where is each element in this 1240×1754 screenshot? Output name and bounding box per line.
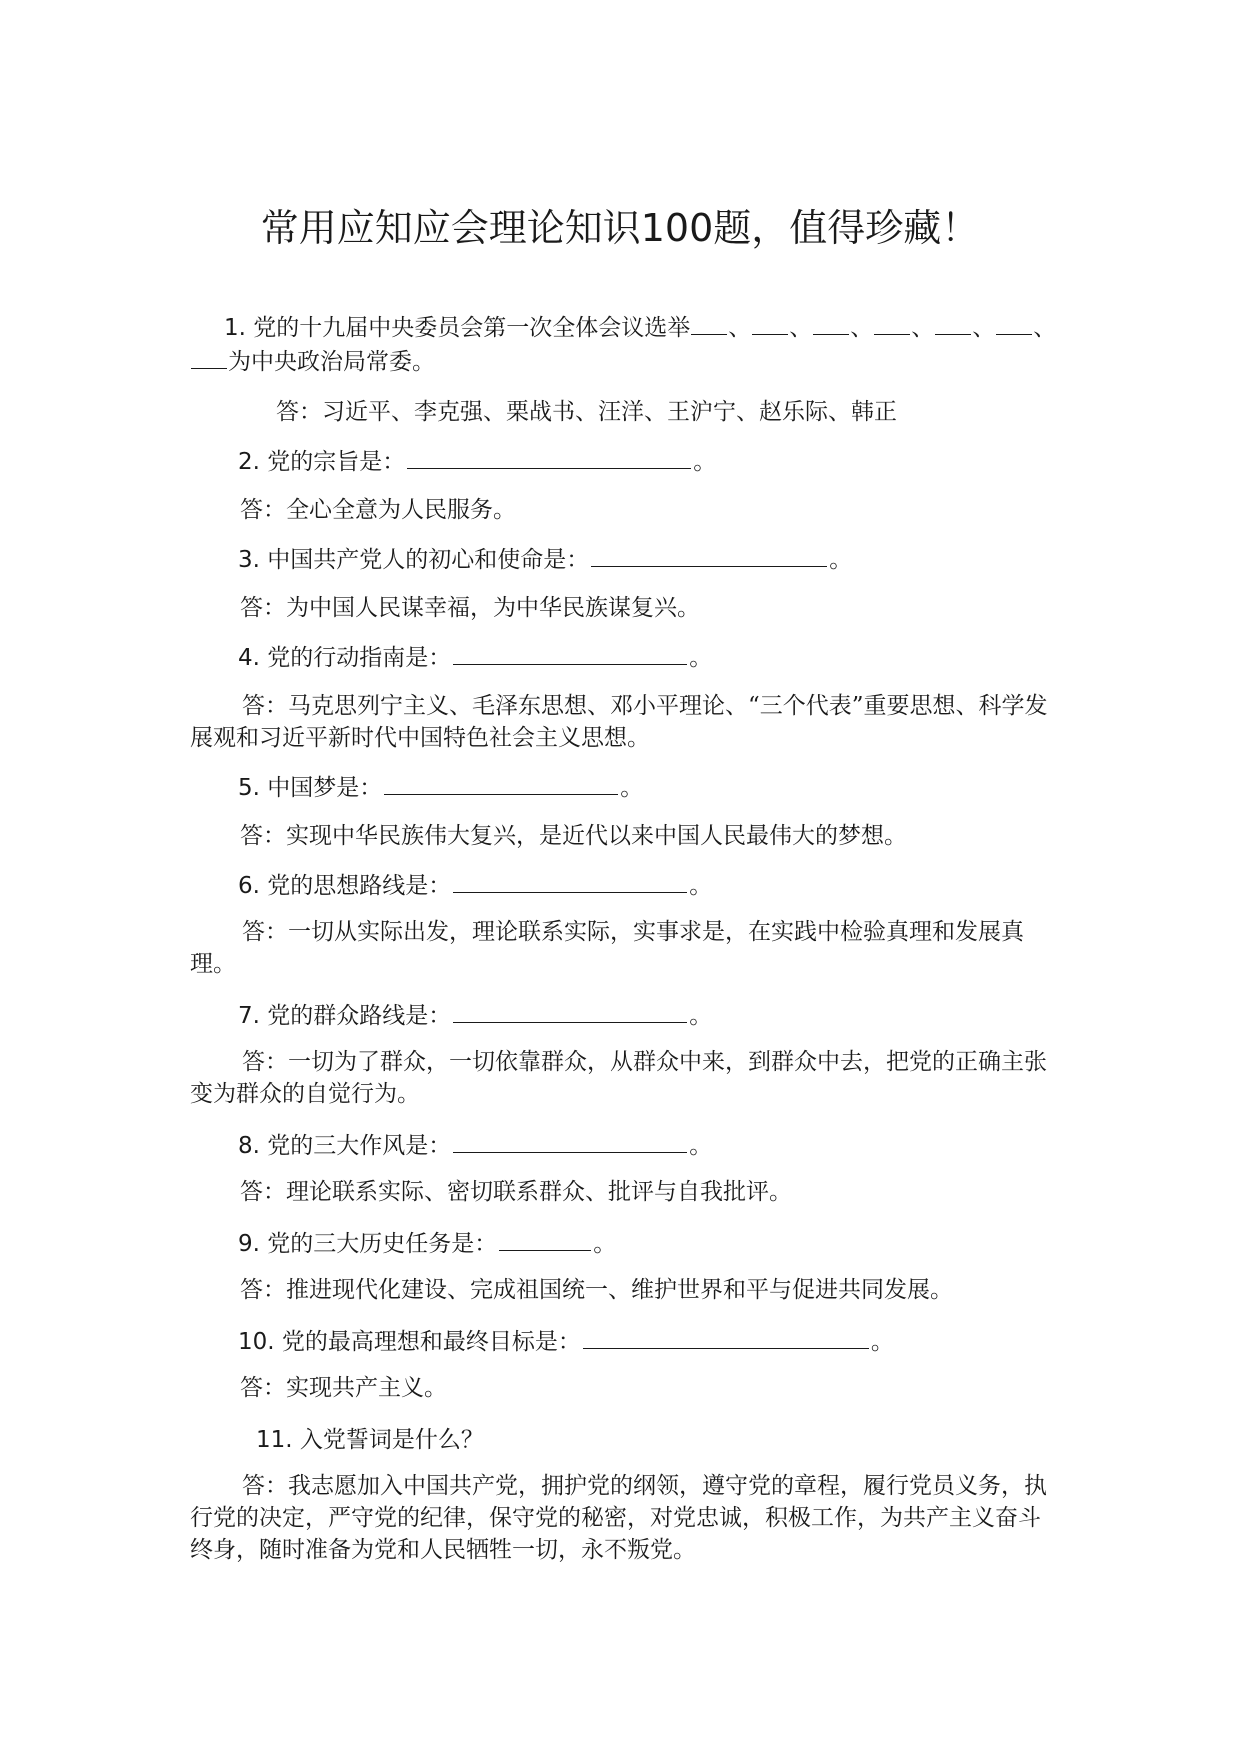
question-9-text: 9. 党的三大历史任务是： [238, 1231, 498, 1257]
question-2: 2. 党的宗旨是： 。 [238, 446, 716, 478]
question-7: 7. 党的群众路线是： 。 [238, 1000, 712, 1032]
question-3: 3. 中国共产党人的初心和使命是： 。 [238, 544, 852, 576]
answer-5: 答：实现中华民族伟大复兴，是近代以来中国人民最伟大的梦想。 [240, 823, 907, 849]
question-4-text: 4. 党的行动指南是： [238, 645, 452, 671]
question-6-text: 6. 党的思想路线是： [238, 873, 452, 899]
fill-blank [191, 346, 227, 369]
answer-4: 答：马克思列宁主义、毛泽东思想、邓小平理论、“三个代表”重要思想、科学发展观和习近平新时代中国特色社会主义思想。 [190, 693, 1048, 751]
fill-blank [591, 544, 827, 567]
answer-10: 答：实现共产主义。 [240, 1375, 447, 1401]
question-10: 10. 党的最高理想和最终目标是： 。 [238, 1326, 894, 1358]
question-7-text: 7. 党的群众路线是： [238, 1003, 452, 1029]
question-3-text: 3. 中国共产党人的初心和使命是： [238, 547, 590, 573]
fill-blank [453, 1000, 687, 1023]
question-11: 11. 入党誓词是什么？ [256, 1427, 484, 1453]
answer-11: 答：我志愿加入中国共产党，拥护党的纲领，遵守党的章程，履行党员义务，执行党的决定，严守党的纪律，保守党的秘密，对党忠诚，积极工作，为共产主义奋斗终身，随时准备为党和人民牺牲一切，永不叛党。 [190, 1473, 1047, 1563]
question-10-text: 10. 党的最高理想和最终目标是： [238, 1329, 581, 1355]
fill-blank [996, 312, 1032, 335]
question-1-line-2 [190, 346, 435, 378]
answer-3: 答：为中国人民谋幸福，为中华民族谋复兴。 [240, 595, 700, 621]
document-title: 常用应知应会理论知识100题，值得珍藏！ [260, 206, 980, 250]
fill-blank [691, 312, 727, 335]
question-5-text: 5. 中国梦是： [238, 775, 383, 801]
question-4: 4. 党的行动指南是： 。 [238, 642, 712, 674]
answer-6: 答：一切从实际出发，理论联系实际，实事求是，在实践中检验真理和发展真理。 [190, 919, 1024, 977]
fill-blank [874, 312, 910, 335]
fill-blank [453, 870, 687, 893]
question-1: 1. 党的十九届中央委员会第一次全体会议选举 、 、 、 、 、 、 [224, 312, 1056, 344]
fill-blank [935, 312, 971, 335]
fill-blank [407, 446, 691, 469]
fill-blank [384, 772, 618, 795]
question-6: 6. 党的思想路线是： 。 [238, 870, 712, 902]
fill-blank [453, 1130, 687, 1153]
fill-blank [499, 1228, 591, 1251]
fill-blank [583, 1326, 869, 1349]
question-1-suffix: 为中央政治局常委。 [228, 349, 435, 375]
question-8: 8. 党的三大作风是： 。 [238, 1130, 712, 1162]
question-1-text: 1. 党的十九届中央委员会第一次全体会议选举 [224, 315, 691, 341]
fill-blank [813, 312, 849, 335]
fill-blank [453, 642, 687, 665]
answer-9: 答：推进现代化建设、完成祖国统一、维护世界和平与促进共同发展。 [240, 1277, 953, 1303]
question-9: 9. 党的三大历史任务是： 。 [238, 1228, 616, 1260]
answer-2: 答：全心全意为人民服务。 [240, 497, 516, 523]
question-8-text: 8. 党的三大作风是： [238, 1133, 452, 1159]
answer-7: 答：一切为了群众，一切依靠群众，从群众中来，到群众中去，把党的正确主张变为群众的自觉行为。 [190, 1049, 1047, 1107]
question-5: 5. 中国梦是： 。 [238, 772, 643, 804]
question-2-text: 2. 党的宗旨是： [238, 449, 406, 475]
fill-blank [752, 312, 788, 335]
answer-1: 答：习近平、李克强、栗战书、汪洋、王沪宁、赵乐际、韩正 [276, 399, 897, 425]
answer-8: 答：理论联系实际、密切联系群众、批评与自我批评。 [240, 1179, 792, 1205]
